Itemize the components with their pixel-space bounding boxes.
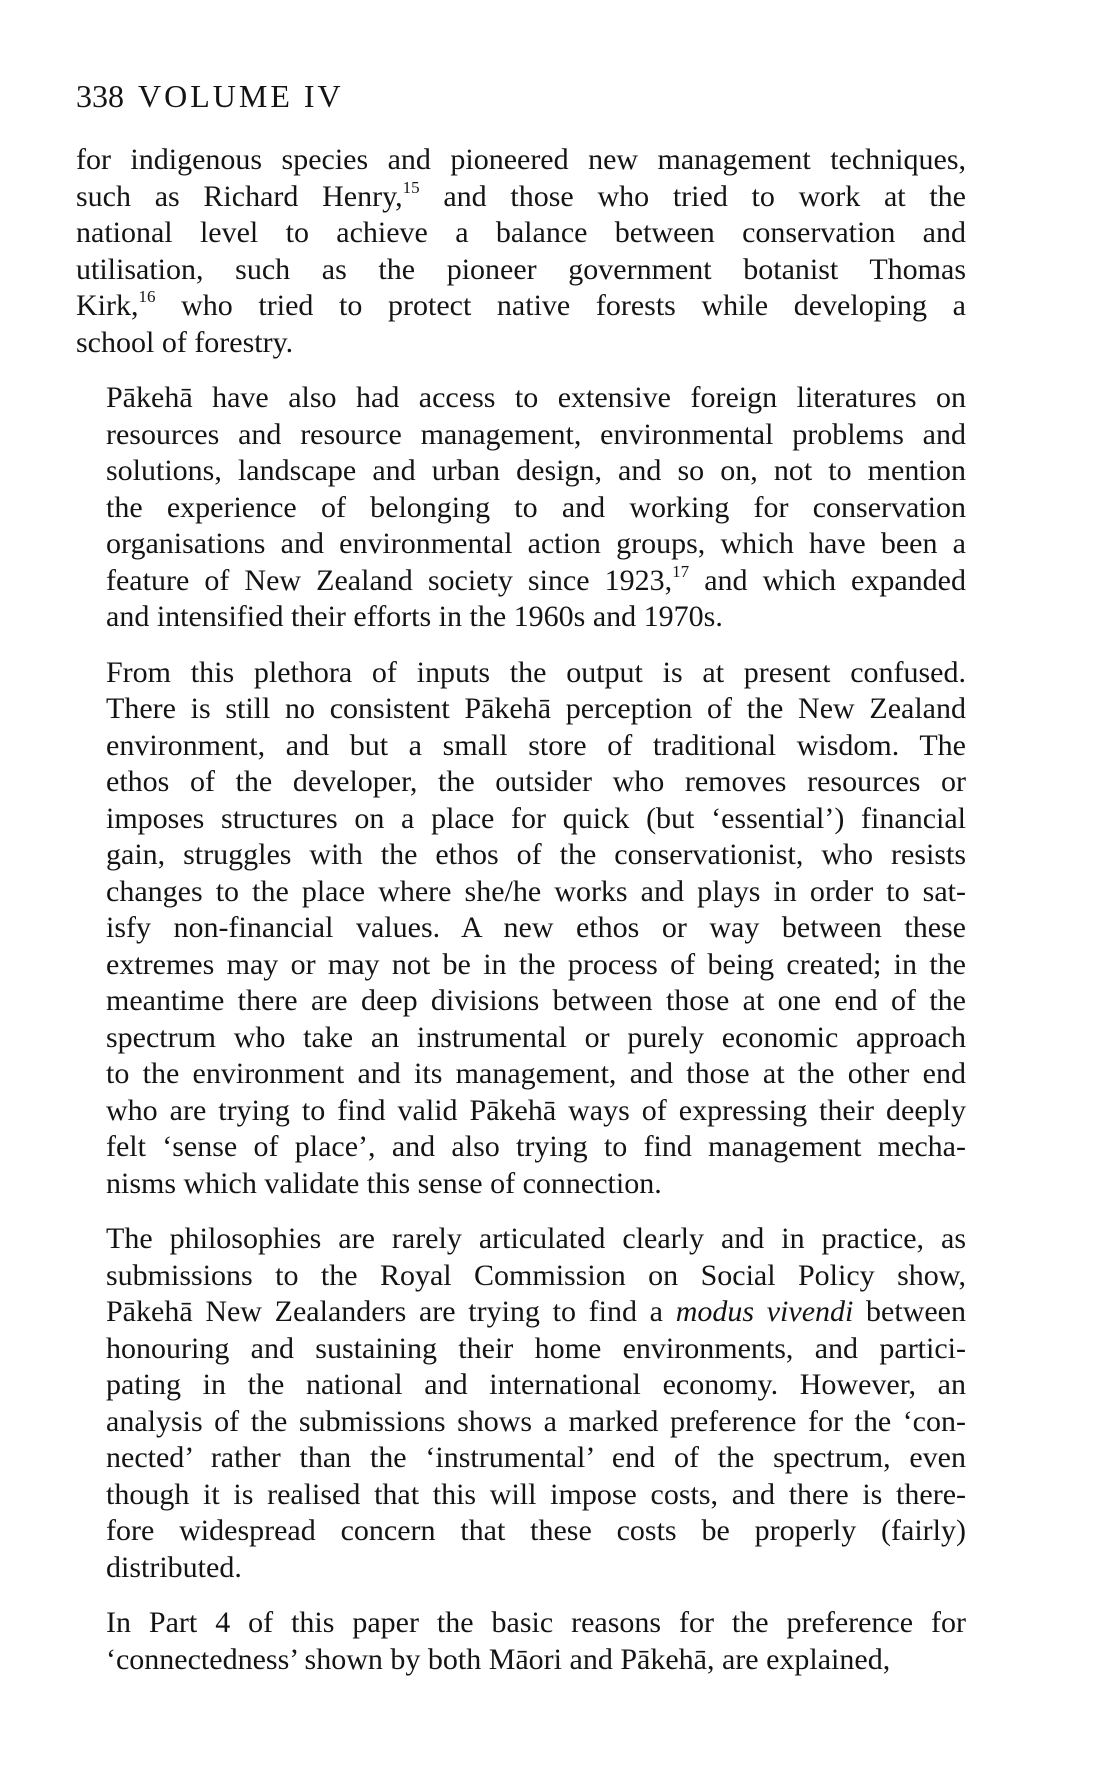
text-line: analysis of the submissions shows a marked preference for the ‘con-: [106, 1404, 966, 1438]
text-line: who are trying to find valid Pākehā ways of expressing their deeply: [106, 1093, 966, 1127]
text-line: The philosophies are rarely articulated clearly and in practice, as: [106, 1222, 966, 1255]
page-number: 338: [76, 78, 124, 114]
text-line: Pākehā have also had access to extensive foreign literatures on: [106, 381, 966, 414]
footnote-marker: 16: [138, 287, 156, 306]
text-line: school of forestry.: [76, 325, 294, 359]
text-line: though it is realised that this will impose costs, and there is there-: [106, 1477, 966, 1511]
paragraph-continued: [76, 142, 966, 361]
text-line: meantime there are deep divisions between those at one end of the: [106, 984, 966, 1017]
text-line: fore widespread concern that these costs be properly (fairly): [106, 1514, 966, 1547]
text-line: nisms which validate this sense of connection.: [106, 1166, 662, 1200]
running-head: [76, 80, 966, 112]
text-line: national level to achieve a balance between conservation and: [76, 216, 966, 249]
text-line: There is still no consistent Pākehā perception of the New Zealand: [106, 692, 966, 725]
text-line: ethos of the developer, the outsider who removes resources or: [106, 765, 966, 798]
text-line: resources and resource management, environmental problems and: [106, 417, 966, 451]
text-line: spectrum who take an instrumental or purely economic approach: [106, 1020, 966, 1054]
paragraph-pakeha-access: [76, 380, 966, 636]
footnote-marker: 15: [402, 177, 420, 197]
text-line: extremes may or may not be in the process of being created; in the: [106, 947, 966, 981]
footnote-marker: 17: [672, 561, 690, 581]
text-line: isfy non-financial values. A new ethos or way between these: [106, 911, 966, 944]
book-page: [76, 80, 966, 1697]
paragraph-part-4: [76, 1605, 966, 1678]
text-line: the experience of belonging to and working for conservation: [106, 490, 966, 524]
text-line: for indigenous species and pioneered new management techniques,: [76, 143, 966, 176]
paragraph-philosophies: [76, 1221, 966, 1586]
text-line: gain, struggles with the ethos of the conservationist, who resists: [106, 838, 966, 871]
volume-label: VOLUME IV: [138, 78, 344, 114]
text-line: honouring and sustaining their home environments, and partici-: [106, 1331, 966, 1365]
italic-phrase: modus vivendi: [675, 1295, 854, 1328]
text-line: utilisation, such as the pioneer government botanist Thomas: [76, 252, 966, 286]
text-line: From this plethora of inputs the output is at present confused.: [106, 655, 966, 689]
text-line: feature of New Zealand society since 1923,17 and which expanded: [106, 561, 966, 597]
text-line: pating in the national and international economy. However, an: [106, 1368, 966, 1401]
text-line: nected’ rather than the ‘instrumental’ end of the spectrum, even: [106, 1441, 966, 1474]
text-line: imposes structures on a place for quick (but ‘essential’) financial: [106, 801, 966, 835]
text-line: changes to the place where she/he works and plays in order to sat-: [106, 874, 966, 908]
text-line: submissions to the Royal Commission on Social Policy show,: [106, 1258, 966, 1292]
text-line: solutions, landscape and urban design, and so on, not to mention: [106, 454, 966, 487]
text-line: organisations and environmental action groups, which have been a: [106, 527, 966, 560]
text-line: to the environment and its management, and those at the other end: [106, 1057, 966, 1090]
text-line: such as Richard Henry,$^{15}$ and those who tried to work at the: [76, 177, 966, 213]
text-line: ‘connectedness’ shown by both Māori and Pākehā, are explained,: [106, 1642, 891, 1676]
text-line: In Part 4 of this paper the basic reasons for the preference for: [106, 1606, 966, 1639]
text-line: environment, and but a small store of traditional wisdom. The: [106, 728, 966, 762]
text-line: and intensified their efforts in the 1960s and 1970s.: [106, 600, 723, 633]
paragraph-plethora-of-inputs: [76, 655, 966, 1203]
text-line: distributed.: [106, 1550, 242, 1584]
text-line: Pākehā New Zealanders are trying to find a modus vivendi between: [106, 1295, 966, 1328]
text-line: Kirk,$^{16}$ who tried to protect native forests while developing a: [76, 287, 966, 322]
text-line: felt ‘sense of place’, and also trying to find management mecha-: [106, 1130, 966, 1163]
